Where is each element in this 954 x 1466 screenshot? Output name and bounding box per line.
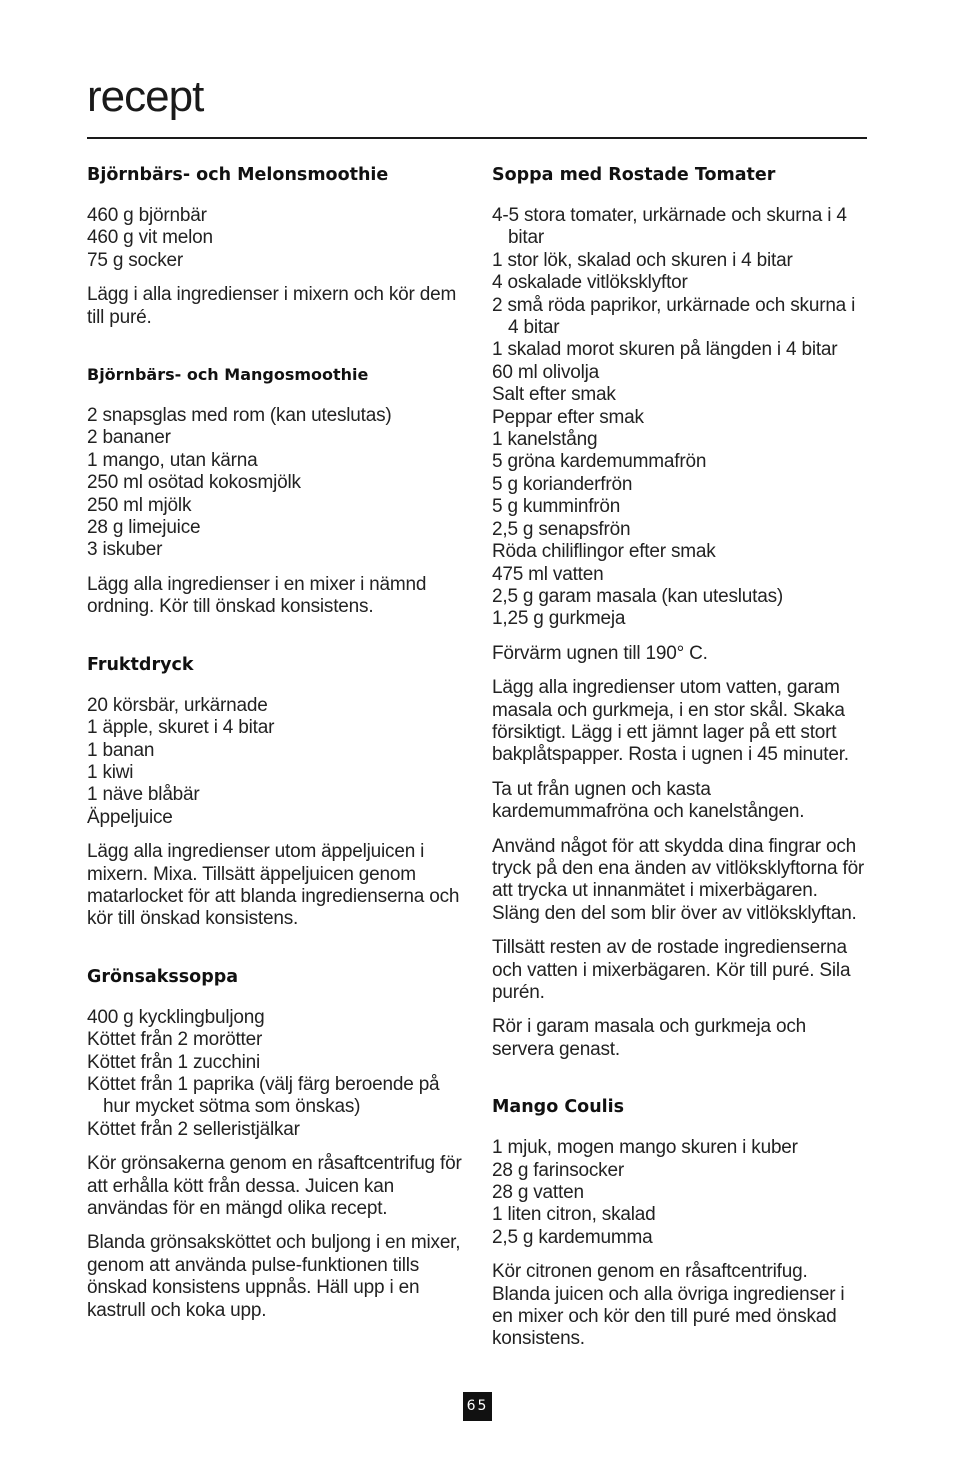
ingredient: Äppeljuice <box>87 806 173 828</box>
ingredient: 1 näve blåbär <box>87 784 200 806</box>
ingredient: Köttet från 2 morötter <box>87 1029 263 1051</box>
ingredient-list <box>87 1007 467 1141</box>
ingredient: 28 g limejuice <box>87 517 201 539</box>
recipe-blackberry-mango-smoothie <box>87 365 467 619</box>
instruction: Förvärm ugnen till 190° C. <box>492 642 708 664</box>
ingredient: Köttet från 1 zucchini <box>87 1051 261 1073</box>
ingredient: 2 bananer <box>87 427 171 449</box>
ingredient: 28 g vatten <box>492 1182 584 1204</box>
instruction: Använd något för att skydda dina fingrar och tryck på den ena änden av vitlöksklyftorna för att trycka ut innanmätet i mixerbägaren. Släng den del som blir över av vitlöksklyftan. <box>492 835 865 924</box>
instruction: Rör i garam masala och gurkmeja och servera genast. <box>492 1016 807 1060</box>
right-column <box>492 165 867 1387</box>
ingredient: 1 skalad morot skuren på längden i 4 bitar <box>492 339 838 361</box>
ingredient: Köttet från 2 selleristjälkar <box>87 1118 300 1140</box>
ingredient: 5 g kumminfrön <box>492 496 621 518</box>
ingredient: 250 ml osötad kokosmjölk <box>87 472 301 494</box>
title-divider <box>87 137 867 139</box>
recipe-title: Mango Coulis <box>492 1097 625 1118</box>
instruction: Tillsätt resten av de rostade ingredienserna och vatten i mixerbägaren. Kör till puré. Sila purén. <box>492 937 851 1003</box>
ingredient: 5 g korianderfrön <box>492 473 633 495</box>
left-column <box>87 165 467 1358</box>
ingredient-list <box>87 205 467 272</box>
ingredient: 1 stor lök, skalad och skuren i 4 bitar <box>492 249 793 271</box>
recipe-title: Fruktdryck <box>87 654 194 675</box>
ingredient-list <box>87 695 467 829</box>
ingredient: 475 ml vatten <box>492 563 604 585</box>
instruction: Kör citronen genom en råsaftcentrifug. Blanda juicen och alla övriga ingredienser i en mixer och kör den till puré med önskad konsistens. <box>492 1261 845 1350</box>
recipe-fruit-drink <box>87 655 467 931</box>
recipe-title: Grönsakssoppa <box>87 966 239 987</box>
page-title: recept <box>87 72 204 121</box>
ingredient: 28 g farinsocker <box>492 1159 624 1181</box>
instruction: Kör grönsakerna genom en råsaftcentrifug för att erhålla kött från dessa. Juicen kan användas för en mängd olika recept. <box>87 1153 462 1219</box>
ingredient: 2,5 g kardemumma <box>492 1226 653 1248</box>
instruction: Ta ut från ugnen och kasta kardemummafröna och kanelstången. <box>492 778 805 823</box>
ingredient: 2,5 g garam masala (kan uteslutas) <box>492 585 784 607</box>
page-number: 65 <box>463 1392 492 1421</box>
ingredient: Köttet från 1 paprika (välj färg beroende på hur mycket sötma som önskas) <box>87 1073 440 1118</box>
ingredient: 60 ml olivolja <box>492 361 600 383</box>
ingredient: 5 gröna kardemummafrön <box>492 451 707 473</box>
ingredient: 1 banan <box>87 739 155 761</box>
instruction: Lägg alla ingredienser i en mixer i nämnd ordning. Kör till önskad konsistens. <box>87 573 427 618</box>
ingredient: Peppar efter smak <box>492 406 644 428</box>
ingredient: 1 kanelstång <box>492 429 598 451</box>
ingredient: 1 mjuk, mogen mango skuren i kuber <box>492 1137 798 1159</box>
ingredient: 1 liten citron, skalad <box>492 1204 656 1226</box>
recipe-title: Soppa med Rostade Tomater <box>492 165 776 185</box>
ingredient: 1 mango, utan kärna <box>87 449 258 471</box>
ingredient: 400 g kycklingbuljong <box>87 1006 265 1028</box>
ingredient: 2 snapsglas med rom (kan uteslutas) <box>87 405 392 427</box>
ingredient: Röda chiliflingor efter smak <box>492 541 716 563</box>
ingredient: 4 oskalade vitlöksklyftor <box>492 272 688 294</box>
ingredient: 20 körsbär, urkärnade <box>87 694 268 716</box>
ingredient: 4-5 stora tomater, urkärnade och skurna i 4 bitar <box>492 205 847 249</box>
recipe-roasted-tomato-soup <box>492 165 867 1061</box>
instruction: Lägg i alla ingredienser i mixern och kör dem till puré. <box>87 284 457 328</box>
ingredient-list <box>87 405 467 562</box>
ingredient: 1 kiwi <box>87 761 134 783</box>
ingredient: Salt efter smak <box>492 384 616 406</box>
instruction: Blanda grönsaksköttet och buljong i en mixer, genom att använda pulse-funktionen tills önskad konsistens uppnås. Häll upp i en kastrull och koka upp. <box>87 1232 461 1321</box>
ingredient: 2 små röda paprikor, urkärnade och skurna i 4 bitar <box>492 294 856 339</box>
recipe-mango-coulis <box>492 1097 867 1351</box>
ingredient: 2,5 g senapsfrön <box>492 518 631 540</box>
recipe-title: Björnbärs- och Mangosmoothie <box>87 365 369 385</box>
instruction: Lägg alla ingredienser utom äppeljuicen i mixern. Mixa. Tillsätt äppeljuicen genom matarlocket för att blanda ingredienserna och kör till önskad konsistens. <box>87 841 460 930</box>
recipe-title: Björnbärs- och Melonsmoothie <box>87 165 389 185</box>
recipe-blackberry-melon-smoothie <box>87 165 467 329</box>
ingredient-list <box>492 205 867 631</box>
ingredient: 3 iskuber <box>87 539 163 561</box>
ingredient: 75 g socker <box>87 249 184 271</box>
ingredient-list <box>492 1137 867 1249</box>
instruction: Lägg alla ingredienser utom vatten, garam masala och gurkmeja, i en stor skål. Skaka försiktigt. Lägg i ett jämnt lager på ett stort bakplåtspapper. Rosta i ugnen i 45 minuter. <box>492 677 849 766</box>
recipe-vegetable-soup <box>87 967 467 1322</box>
ingredient: 1,25 g gurkmeja <box>492 608 626 630</box>
ingredient: 460 g vit melon <box>87 227 213 249</box>
ingredient: 460 g björnbär <box>87 205 207 226</box>
ingredient: 1 äpple, skuret i 4 bitar <box>87 717 275 739</box>
ingredient: 250 ml mjölk <box>87 494 192 516</box>
